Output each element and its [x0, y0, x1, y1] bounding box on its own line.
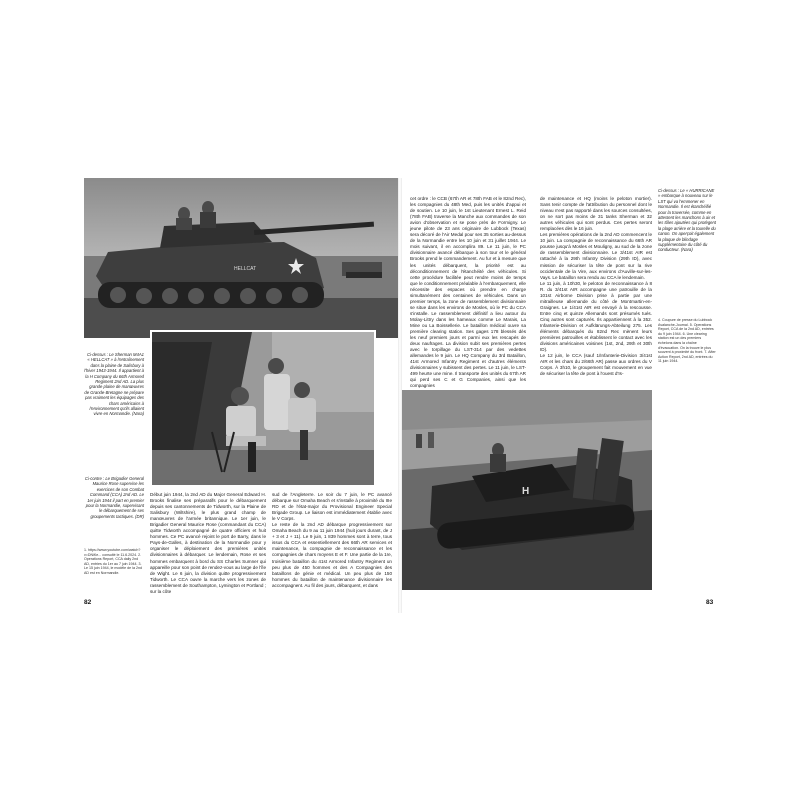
paragraph: Le 11 juin, à 10h30, le peloton de reconnaissance à 8 R. du 3/41st AIR accompagne une patrouille de la 101st Airborne Division prise à partie par une mitrailleuse allemande du côté de Montmartin-en-Graignes. Le 1/41st AIR est envoyé à la rescousse. Entre cinq et quinze Allemands sont présumés tués. Cinq autres sont capturés. Ils appartiennent à la 352. Infanterie-Division et Aufklärungs-Abteilung 275. Les éléments débarqués du 82nd Rec mènent leurs premières patrouilles et établissent le contact avec les divisions américaines voisines (1st, 2nd, 29th et 30th ID).	[540, 280, 652, 353]
paragraph: sud de l'Angleterre. Le soir du 7 juin, le PC avancé débarque sur Omaha Beach et s'installe à proximité du IIIe RD et de l'état-major du Provisional Engineer Special Brigade Group. Le liaison est immédiatement établie avec le V Corps.	[272, 492, 392, 522]
caption-top-right: Ci-dessus : Le « HURRICANE » embarque à nouveau sur le LST qui va l'emmener en Normandie. Il est étanchéifié pour la traversée, comme en attestent les manchons à air et les tôles ajoutées qui protègent la plage arrière et la tourelle du canon. On aperçoit également la plaque de blindage supplémentaire du côté du conducteur. (Nara)	[658, 188, 716, 253]
caption-bottom-left: Ci-contre : Le Brigadier General Maurice Rose supervise les exercices de son Combat Command (CCA) 2nd AD. Le 1er juin 1944 il part en premier pour la Normandie, supervisant le débarquement de ses groupements tactiques. (DR)	[84, 476, 144, 519]
body-left-col1	[150, 492, 266, 595]
svg-text:HELLCAT: HELLCAT	[234, 266, 257, 272]
paragraph: Début juin 1944, la 2nd AD du Major General Edward H. Brooks finalise ses préparatifs pour le débarquement depuis ses cantonnements de Tidworth, sur la Plaine de Salisbury (Wiltshire), le plus grand champ de manœuvres de l'armée britannique. Le 1er juin, le Brigadier General Maurice Rose (commandant du CCA) quitte Tidworth accompagné de quatre officiers et huit hommes. Ce PC avancé rejoint le port de Barry, dans le Pays-de-Galles, à destination de la Normandie pour y organiser le déploiement des premières unités divisionnaires à débarquer. Le lendemain, Rose et ses hommes embarquent à bord du SS Charles Sumner qui appareille pour son point de rendez-vous au large de l'île de Wight. Le 6 juin, la division quitte progressivement Tidworth. Le CCA ouvre la marche vers les zones de rassemblement de Southampton, Lymington et Portland ; sur la côte	[150, 492, 267, 594]
paragraph: Le reste de la 2nd AD débarque progressivement sur Omaha Beach du 9 au 11 juin 1944 (huit jours durant, de J + 3 et J + 11). Le 9 juin, 1 839 hommes sont à terre, tous issus du CCA et essentiellement des 66th AR services et maintenance, la compagnie de reconnaissance et les compagnies de chars moyens E et F. Une partie de la 1re, troisième bataillon du 41st Armored Infantry Regiment un peu plus de 450 hommes et des A Compagnies des bataillons de génie et médical. Un peu plus de 150 hommes du bataillon de maintenance divisionnaire les accompagnent. Au fil des jours, débarquent, et dans	[272, 522, 392, 588]
photo-officers-tent	[150, 330, 376, 487]
footnotes-right: 4. Coupure de presse du Lubbock Avalanche-Journal. 5. Operations Report, CCA de la 2nd AD, entrées du 9 juin 1944. 6. Une clearing station est un des premiers échelons dans la chaîne d'évacuation. On la trouve le plus souvent à proximité du front. 7. After Action Report, 2nd AD, entrées du 11 juin 1944.	[658, 318, 716, 364]
page-number-right: 83	[706, 599, 714, 606]
caption-top-left: Ci-dessus : Le Sherman M4A1 « HELLCAT » à l'entraînement dans la plaine de Salisbury à l'hiver 1943-1944. Il appartient à la H Company du 66th Armored Regiment 2nd AD. La plus grande plaine de manœuvres de Grande-Bretagne ne prépare pas vraiment les équipages des chars américains à l'environnement qu'ils allaient vivre en Normandie. (Nara)	[84, 352, 144, 417]
paragraph: Les premières opérations de la 2nd AD commencent le 10 juin. La compagnie de reconnaissance du 66th AR pousse jusqu'à Mosles et Mouligny, au sud de la zone de rassemblement divisionnaire. Le 3/41st AIR est rattaché à la 29th Infantry Division (29th ID), avec mission de sécuriser la tête de pont sur la rive occidentale de la Vire, aux environs d'Auville-sur-les-Vays. Le bataillon sera rendu au CCA le lendemain.	[540, 232, 652, 280]
footnotes-left: 1. https://www.youtube.com/watch?v=DNiKe... consulté le 11.6.2024. 2. Operations Report, CCA daily 2nd AD, entries du 1er au 7 juin 1944. 3. Le 15 juin 1944, le modèle de la 2nd AD est en Normandie.	[84, 548, 142, 575]
page-number-left: 82	[84, 599, 92, 606]
body-right-col1	[410, 196, 526, 390]
paragraph: cet ordre : le CCB (67th AR et 78th FAB et le 82nd Rec), les compagnies du 48th Med, puis les unités d'appui et de soutien. Le 10 juin, le 1st Lieutenant Ernest L. Reid (78th FAB) traverse la Manche aux commandes de son avion d'observation et se pose près de Formigny. Le jeune pilote de 23 ans originaire de Lubbock (Texas) sera décoré de l'Air Medal pour ses 35 sorties au-dessus de la Normandie entre les 10 juin et 31 juillet 1944. Le mois suivant, il en accomplira 89. Le 11 juin, le PC divisionnaire avancé débarque à son tour et le général Brooks prend le commandement. Au fur et à mesure que les unités débarquent, la priorité est au déconditionnement de l'étanchéité des véhicules. Si cette procédure facilitée peut rendre moins de temps que le conditionnement préalable à l'embarquement, elle nécessite des espaces où prendre en charge simultanément des centaines de véhicules. Dans un premier temps, la zone de rassemblement divisionnaire se situe dans les environs de Mosles, où le PC du CCA s'installe. Le rassemblement définitif a lieu autour du Molay-Littry dans les hameaux comme Le Marais, La Mine ou La Boissellerie. Le bataillon médical ouvre sa première clearing station. Ses gages 178 blessés dès les neuf premiers jours et parmi eux les rescapés de deux naufrages. La division subit ses premières pertes avec le torpillage du LST-314 par des vedettes allemandes le 9 juin. Le HQ Company du 3rd Bataillon, 41st Armored Infantry Regiment et d'autres éléments divisionnaires y subissent des pertes. Le 11 juin, le LST-499 heurte une mine. Il transporte des unités du 67th AR qui perd ses C et G Companies, ainsi que les compagnies	[410, 196, 526, 389]
photo-sherman-tank	[84, 178, 398, 338]
photo-tank-on-lst	[402, 390, 652, 590]
body-right-col2	[540, 196, 652, 377]
paragraph: Le 12 juin, le CCA (sauf 1/Infanterie-Division 3/41st AIR et les chars du 2/66th AR) passe aux ordres du V Corps. À 3h10, le groupement fait mouvement en vue de sécuriser la tête de pont à l'ouest d'Is-	[540, 353, 652, 377]
paragraph: de maintenance et HQ (moins le peloton mortier). Sans tenir compte de l'attribution du personnel dont le niveau n'est pas rapporté dans les sources consultées, on ne sort pas moins de 31 tanks Sherman et 32 autres véhicules qui sont perdus. Ces pertes seront remplacées dès le 16 juin.	[540, 196, 652, 232]
svg-text:H: H	[522, 486, 530, 497]
body-left-col2	[272, 492, 392, 589]
